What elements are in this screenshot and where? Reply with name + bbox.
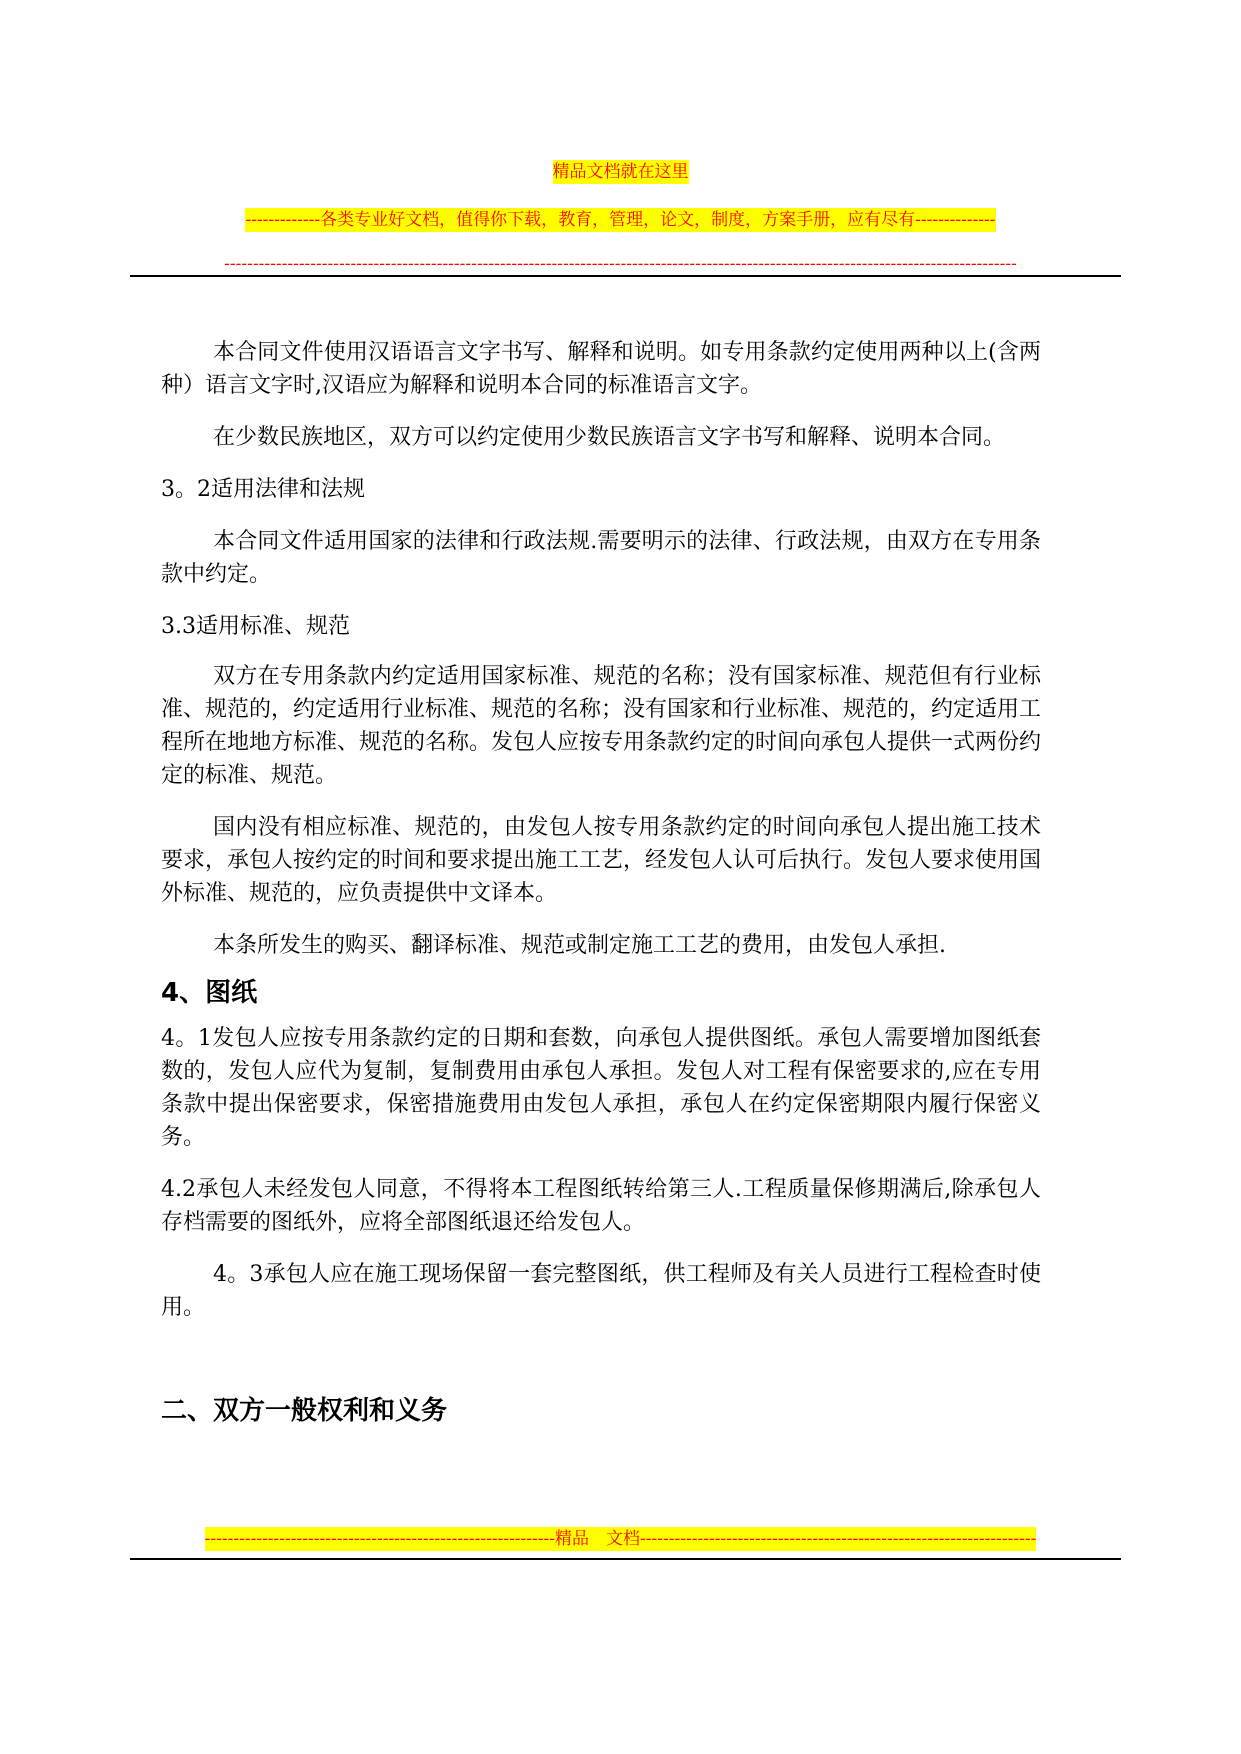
section-heading-rights: 二、双方一般权利和义务 bbox=[161, 1396, 448, 1426]
paragraph-domestic: 国内没有相应标准、规范的，由发包人按专用条款约定的时间向承包人提出施工技术要求，承包人按约定的时间和要求提出施工工艺，经发包人认可后执行。发包人要求使用国外标准、规范的，应负责提供中文译本。 bbox=[161, 815, 1042, 906]
paragraph-4-1: 4。1发包人应按专用条款约定的日期和套数，向承包人提供图纸。承包人需要增加图纸套数的，发包人应代为复制，复制费用由承包人承担。发包人对工程有保密要求的,应在专用条款中提出保密要求，保密措施费用由发包人承担，承包人在约定保密期限内履行保密义务。 bbox=[161, 1026, 1041, 1150]
footer-rule bbox=[130, 1558, 1121, 1560]
paragraph-costs: 本条所发生的购买、翻译标准、规范或制定施工工艺的费用，由发包人承担. bbox=[213, 933, 946, 958]
paragraph-standards: 双方在专用条款内约定适用国家标准、规范的名称；没有国家标准、规范但有行业标准、规范的，约定适用行业标准、规范的名称；没有国家和行业标准、规范的，约定适用工程所在地地方标准、规范的名称。发包人应按专用条款约定的时间向承包人提供一式两份约定的标准、规范。 bbox=[161, 664, 1042, 788]
heading-3-2: 3。2适用法律和法规 bbox=[161, 477, 365, 502]
header-title-row bbox=[0, 160, 1241, 184]
header-tagline: -------------各类专业好文档，值得你下载，教育，管理，论文，制度，方案手册，应有尽有-------------- bbox=[245, 210, 996, 230]
section-heading-drawings: 4、图纸 bbox=[161, 978, 258, 1008]
paragraph-4-2: 4.2承包人未经发包人同意，不得将本工程图纸转给第三人.工程质量保修期满后,除承包人存档需要的图纸外，应将全部图纸退还给发包人。 bbox=[161, 1177, 1041, 1235]
paragraph-language: 本合同文件使用汉语语言文字书写、解释和说明。如专用条款约定使用两种以上(含两种）语言文字时,汉语应为解释和说明本合同的标准语言文字。 bbox=[161, 340, 1041, 398]
heading-3-3: 3.3适用标准、规范 bbox=[161, 614, 350, 639]
header-tagline-row bbox=[0, 208, 1241, 232]
paragraph-minority: 在少数民族地区，双方可以约定使用少数民族语言文字书写和解释、说明本合同。 bbox=[213, 425, 1006, 450]
footer-text: -------------------------------------------------------------精品 文档--------------------------------------------------------------------- bbox=[204, 1529, 1037, 1549]
paragraph-law: 本合同文件适用国家的法律和行政法规.需要明示的法律、行政法规，由双方在专用条款中约定。 bbox=[161, 529, 1041, 587]
footer-row bbox=[0, 1527, 1241, 1551]
header-dashes: ------------------------------------------------------------------------------------------------------------------------------------------ bbox=[224, 254, 1017, 274]
header-dashes-row bbox=[0, 252, 1241, 276]
header-title: 精品文档就在这里 bbox=[552, 162, 689, 182]
document-body bbox=[161, 336, 1041, 1428]
paragraph-4-3: 4。3承包人应在施工现场保留一套完整图纸，供工程师及有关人员进行工程检查时使用。 bbox=[161, 1262, 1041, 1320]
header-rule bbox=[130, 275, 1121, 277]
